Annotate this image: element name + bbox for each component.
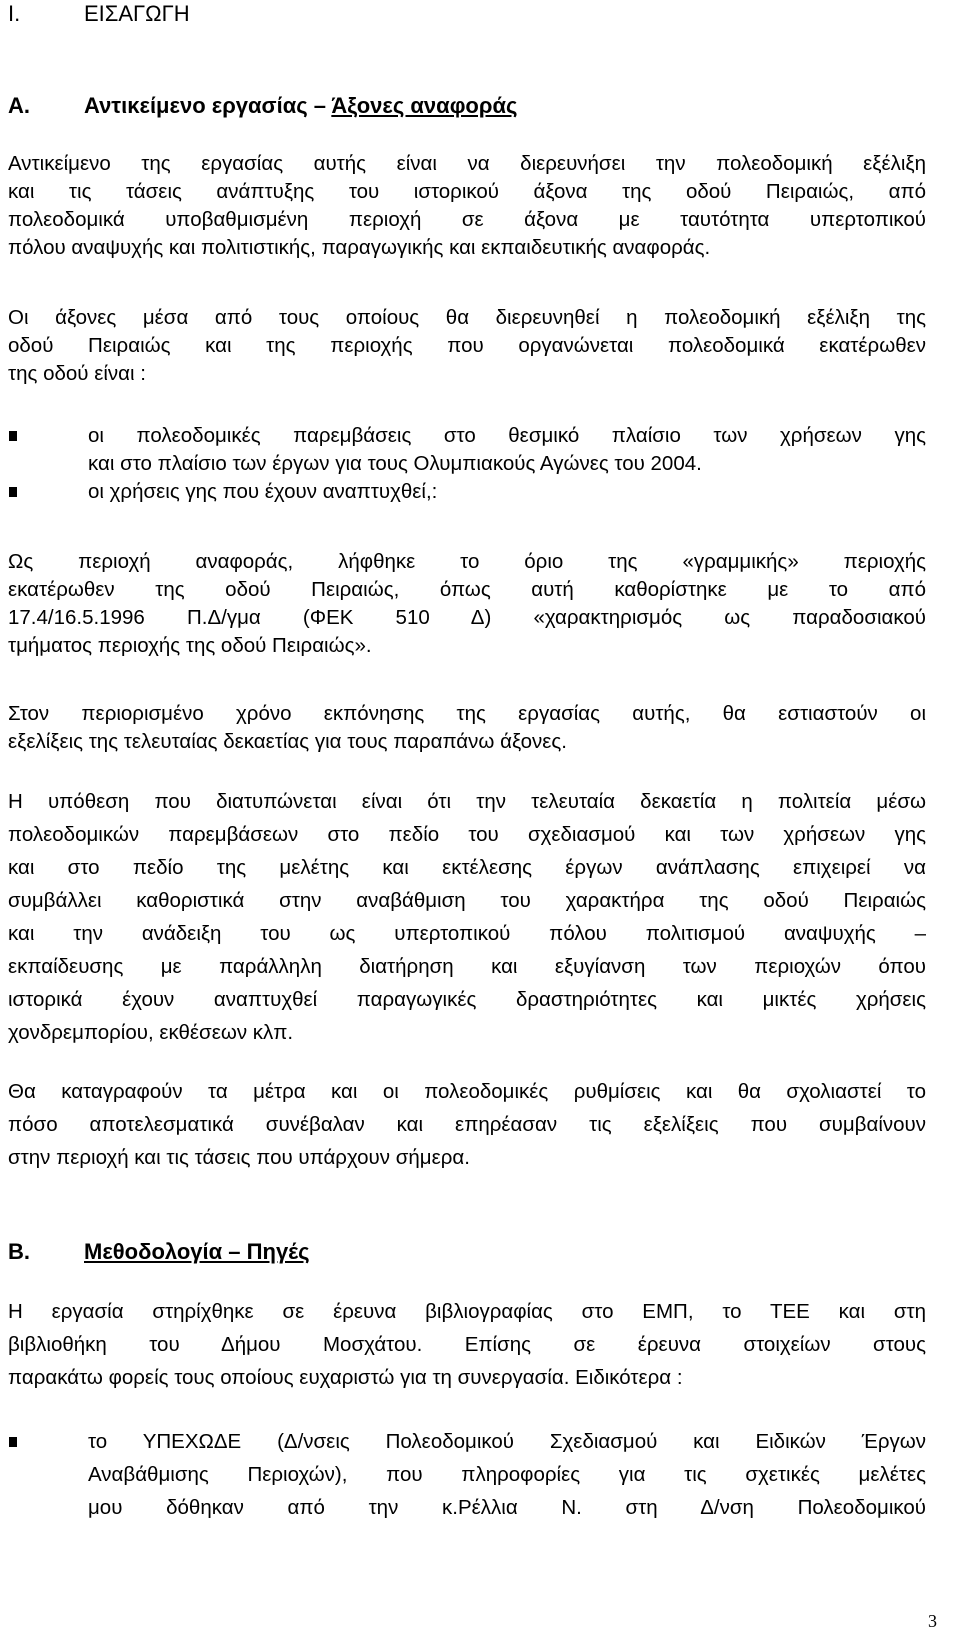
para5-line: χονδρεμπορίου, εκθέσεων κλπ. bbox=[8, 1021, 294, 1044]
chapter-heading bbox=[8, 1, 190, 26]
para3-line: τμήματος περιοχής της οδού Πειραιώς». bbox=[8, 634, 372, 657]
page-number: 3 bbox=[928, 1611, 937, 1631]
para3-line: Ως περιοχή αναφοράς, λήφθηκε το όριο της «γραμμικής» περιοχής bbox=[8, 550, 926, 573]
para1-line: Αντικείμενο της εργασίας αυτής είναι να διερευνήσει την πολεοδομική εξέλιξη bbox=[8, 152, 926, 175]
bullet-marker bbox=[9, 431, 17, 441]
para5-line: συμβάλλει καθοριστικά στην αναβάθμιση του χαρακτήρα της οδού Πειραιώς bbox=[8, 889, 926, 912]
para6-line: πόσο αποτελεσματικά συνέβαλαν και επηρέασαν τις εξελίξεις που συμβαίνουν bbox=[8, 1113, 926, 1136]
para5-line: Η υπόθεση που διατυπώνεται είναι ότι την τελευταία δεκαετία η πολιτεία μέσω bbox=[8, 790, 926, 813]
chapter-number: I. bbox=[8, 1, 21, 26]
para7-line: παρακάτω φορείς τους οποίους ευχαριστώ για τη συνεργασία. Ειδικότερα : bbox=[8, 1366, 683, 1389]
para5-line: εκπαίδευσης με παράλληλη διατήρηση και εξυγίανση των περιοχών όπου bbox=[8, 955, 926, 978]
section-b-number: B. bbox=[8, 1239, 30, 1264]
section-b-title: Μεθοδολογία – Πηγές bbox=[84, 1239, 310, 1264]
bullet-marker bbox=[9, 1437, 17, 1447]
para2-line: της οδού είναι : bbox=[8, 362, 146, 385]
bullet-line: μου δόθηκαν από την κ.Ρέλλια Ν. στη Δ/νση Πολεοδομικού bbox=[88, 1496, 926, 1519]
para2-line: Οι άξονες μέσα από τους οποίους θα διερευνηθεί η πολεοδομική εξέλιξη της bbox=[8, 306, 926, 329]
section-a-title: Αντικείμενο εργασίας – Άξονες αναφοράς bbox=[84, 93, 518, 118]
para6-line: Θα καταγραφούν τα μέτρα και οι πολεοδομικές ρυθμίσεις και θα σχολιαστεί το bbox=[8, 1080, 926, 1103]
para3-line: εκατέρωθεν της οδού Πειραιώς, όπως αυτή καθορίστηκε με το από bbox=[8, 578, 926, 601]
para7-line: Η εργασία στηρίχθηκε σε έρευνα βιβλιογραφίας στο ΕΜΠ, το ΤΕΕ και στη bbox=[8, 1300, 926, 1323]
para6-line: στην περιοχή και τις τάσεις που υπάρχουν σήμερα. bbox=[8, 1146, 470, 1169]
bullet-line: και στο πλαίσιο των έργων για τους Ολυμπιακούς Αγώνες του 2004. bbox=[88, 452, 702, 475]
para5-line: και την ανάδειξη του ως υπερτοπικού πόλου πολιτισμού αναψυχής – bbox=[8, 922, 926, 945]
section-a-title-underlined: Άξονες αναφοράς bbox=[331, 93, 518, 118]
section-b-heading bbox=[8, 1239, 310, 1264]
chapter-title: ΕΙΣΑΓΩΓΗ bbox=[84, 1, 190, 26]
para7-line: βιβλιοθήκη του Δήμου Μοσχάτου. Επίσης σε έρευνα στοιχείων στους bbox=[8, 1333, 926, 1356]
para1-line: πόλου αναψυχής και πολιτιστικής, παραγωγικής και εκπαιδευτικής αναφοράς. bbox=[8, 236, 711, 259]
bullet-line: Αναβάθμισης Περιοχών), που πληροφορίες για τις σχετικές μελέτες bbox=[88, 1463, 926, 1486]
bullet-line: οι χρήσεις γης που έχουν αναπτυχθεί,: bbox=[88, 480, 438, 503]
para4-line: Στον περιορισμένο χρόνο εκπόνησης της εργασίας αυτής, θα εστιαστούν οι bbox=[8, 702, 926, 725]
para5-line: ιστορικά έχουν αναπτυχθεί παραγωγικές δραστηριότητες και μικτές χρήσεις bbox=[8, 988, 926, 1011]
para4-line: εξελίξεις της τελευταίας δεκαετίας για τους παραπάνω άξονες. bbox=[8, 730, 567, 753]
bullet-line: το ΥΠΕΧΩΔΕ (Δ/νσεις Πολεοδομικού Σχεδιασμού και Ειδικών Έργων bbox=[88, 1430, 926, 1453]
para5-line: και στο πεδίο της μελέτης και εκτέλεσης έργων ανάπλασης επιχειρεί να bbox=[8, 856, 926, 879]
para1-line: πολεοδομικά υποβαθμισμένη περιοχή σε άξονα με ταυτότητα υπερτοπικού bbox=[8, 208, 926, 231]
para2-line: οδού Πειραιώς και της περιοχής που οργανώνεται πολεοδομικά εκατέρωθεν bbox=[8, 334, 926, 357]
bullet-line: οι πολεοδομικές παρεμβάσεις στο θεσμικό πλαίσιο των χρήσεων γης bbox=[88, 424, 926, 447]
para3-line: 17.4/16.5.1996 Π.Δ/γμα (ΦΕΚ 510 Δ) «χαρακτηρισμός ως παραδοσιακού bbox=[8, 606, 926, 629]
section-a-number: A. bbox=[8, 93, 30, 118]
section-a-heading bbox=[8, 93, 518, 118]
bullet-marker bbox=[9, 487, 17, 497]
para5-line: πολεοδομικών παρεμβάσεων στο πεδίο του σχεδιασμού και των χρήσεων γης bbox=[8, 823, 926, 846]
para1-line: και τις τάσεις ανάπτυξης του ιστορικού άξονα της οδού Πειραιώς, από bbox=[8, 180, 926, 203]
